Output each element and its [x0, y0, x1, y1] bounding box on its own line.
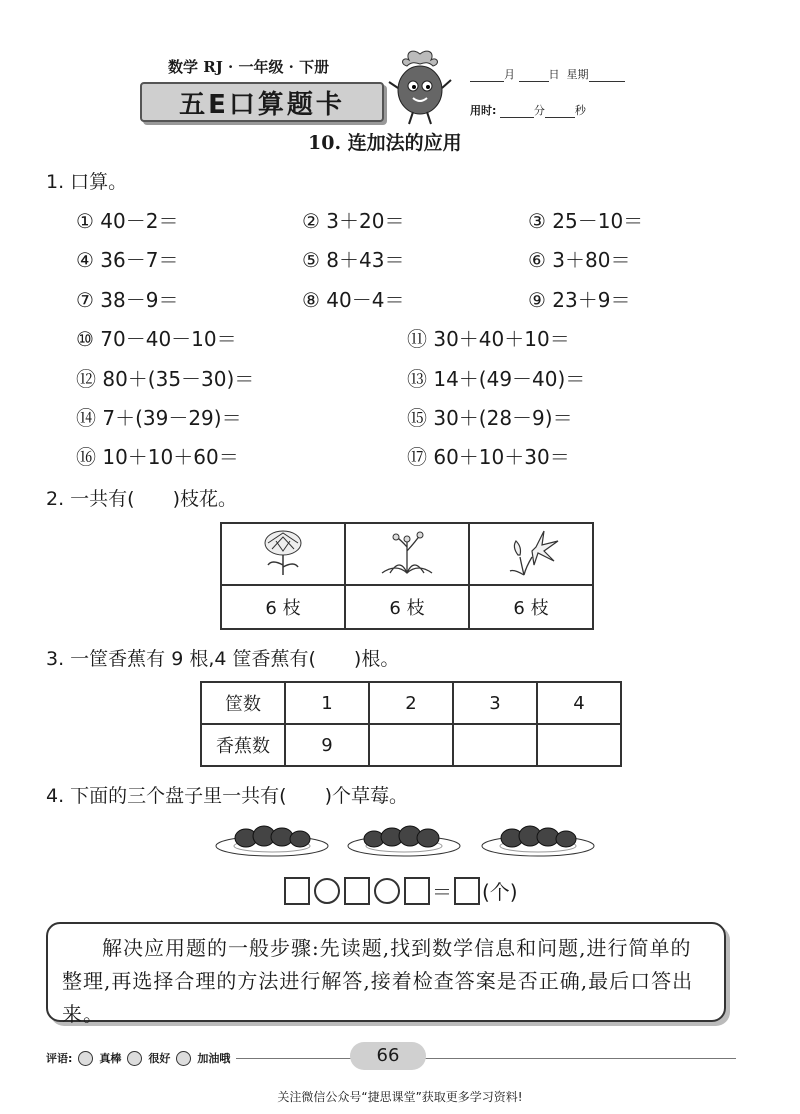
table-cell: 3	[453, 682, 537, 724]
flower-count: 6 枝	[469, 585, 593, 629]
calc-item: ⑧ 40－4＝	[302, 288, 405, 312]
q2-heading: 2. 一共有( )枝花。	[46, 488, 237, 510]
flower-cell	[345, 523, 469, 585]
answer-cell[interactable]	[537, 724, 621, 766]
calc-item: ⑨ 23＋9＝	[528, 288, 631, 312]
answer-cell[interactable]	[453, 724, 537, 766]
q3-heading: 3. 一筐香蕉有 9 根,4 筐香蕉有( )根。	[46, 648, 400, 670]
smiley-icon[interactable]	[176, 1051, 191, 1066]
lesson-title: 10. 连加法的应用	[308, 132, 462, 154]
calc-item: ⑫ 80＋(35－30)＝	[76, 367, 255, 391]
banner-title: 五E口算题卡	[140, 82, 384, 122]
book-subtitle: 数学 RJ · 一年级 · 下册	[168, 58, 330, 76]
strawberry-plate-icon	[480, 816, 596, 860]
tip-text: 解决应用题的一般步骤:先读题,找到数学信息和问题,进行简单的整理,再选择合理的方法进行解答,接着检查答案是否正确,最后口答出来。	[62, 936, 694, 1026]
flower-cell	[221, 523, 345, 585]
calc-item: ⑯ 10＋10＋60＝	[76, 445, 239, 469]
table-cell: 2	[369, 682, 453, 724]
q1-heading: 1. 口算。	[46, 171, 128, 193]
q4-heading: 4. 下面的三个盘子里一共有( )个草莓。	[46, 785, 408, 807]
unit-label: (个)	[482, 880, 518, 904]
calc-item: ⑩ 70－40－10＝	[76, 327, 237, 351]
flower-table	[220, 522, 594, 630]
evaluation-bar: 评语: 真棒 很好 加油哦	[46, 1050, 236, 1066]
flower-count: 6 枝	[345, 585, 469, 629]
lily-icon	[496, 527, 566, 577]
calc-item: ② 3＋20＝	[302, 209, 405, 233]
equation-row	[282, 876, 518, 905]
calc-item: ④ 36－7＝	[76, 248, 179, 272]
table-header-cell: 香蕉数	[201, 724, 285, 766]
strawberry-plate-icon	[214, 816, 330, 860]
calc-item: ⑰ 60＋10＋30＝	[407, 445, 570, 469]
operator-circle[interactable]	[374, 878, 400, 904]
table-cell: 9	[285, 724, 369, 766]
smiley-icon[interactable]	[78, 1051, 93, 1066]
orchid-icon	[372, 527, 442, 577]
answer-box[interactable]	[454, 877, 480, 905]
table-cell: 1	[285, 682, 369, 724]
operator-circle[interactable]	[314, 878, 340, 904]
smiley-icon[interactable]	[127, 1051, 142, 1066]
calc-item: ③ 25－10＝	[528, 209, 644, 233]
chrysanthemum-icon	[248, 527, 318, 577]
date-field: 月 日 星期	[470, 66, 625, 82]
answer-box[interactable]	[344, 877, 370, 905]
flower-cell	[469, 523, 593, 585]
calc-item: ⑦ 38－9＝	[76, 288, 179, 312]
table-cell: 4	[537, 682, 621, 724]
answer-box[interactable]	[404, 877, 430, 905]
calc-item: ⑥ 3＋80＝	[528, 248, 631, 272]
calc-item: ⑤ 8＋43＝	[302, 248, 405, 272]
eval-label: 评语:	[46, 1052, 73, 1065]
flower-count: 6 枝	[221, 585, 345, 629]
page-number: 66	[350, 1042, 426, 1070]
calc-item: ① 40－2＝	[76, 209, 179, 233]
table-header-cell: 筐数	[201, 682, 285, 724]
banana-table	[200, 681, 622, 767]
calc-item: ⑮ 30＋(28－9)＝	[407, 406, 573, 430]
calc-item: ⑪ 30＋40＋10＝	[407, 327, 570, 351]
time-field: 用时: 分 秒	[470, 104, 586, 117]
calc-item: ⑭ 7＋(39－29)＝	[76, 406, 242, 430]
footer-notice: 关注微信公众号“捷思课堂”获取更多学习资料!	[277, 1090, 523, 1104]
answer-box[interactable]	[284, 877, 310, 905]
calc-item: ⑬ 14＋(49－40)＝	[407, 367, 586, 391]
strawberry-plate-icon	[346, 816, 462, 860]
tip-box	[46, 922, 726, 1026]
mascot-icon	[385, 48, 455, 128]
answer-cell[interactable]	[369, 724, 453, 766]
equals-sign: ＝	[432, 880, 452, 904]
